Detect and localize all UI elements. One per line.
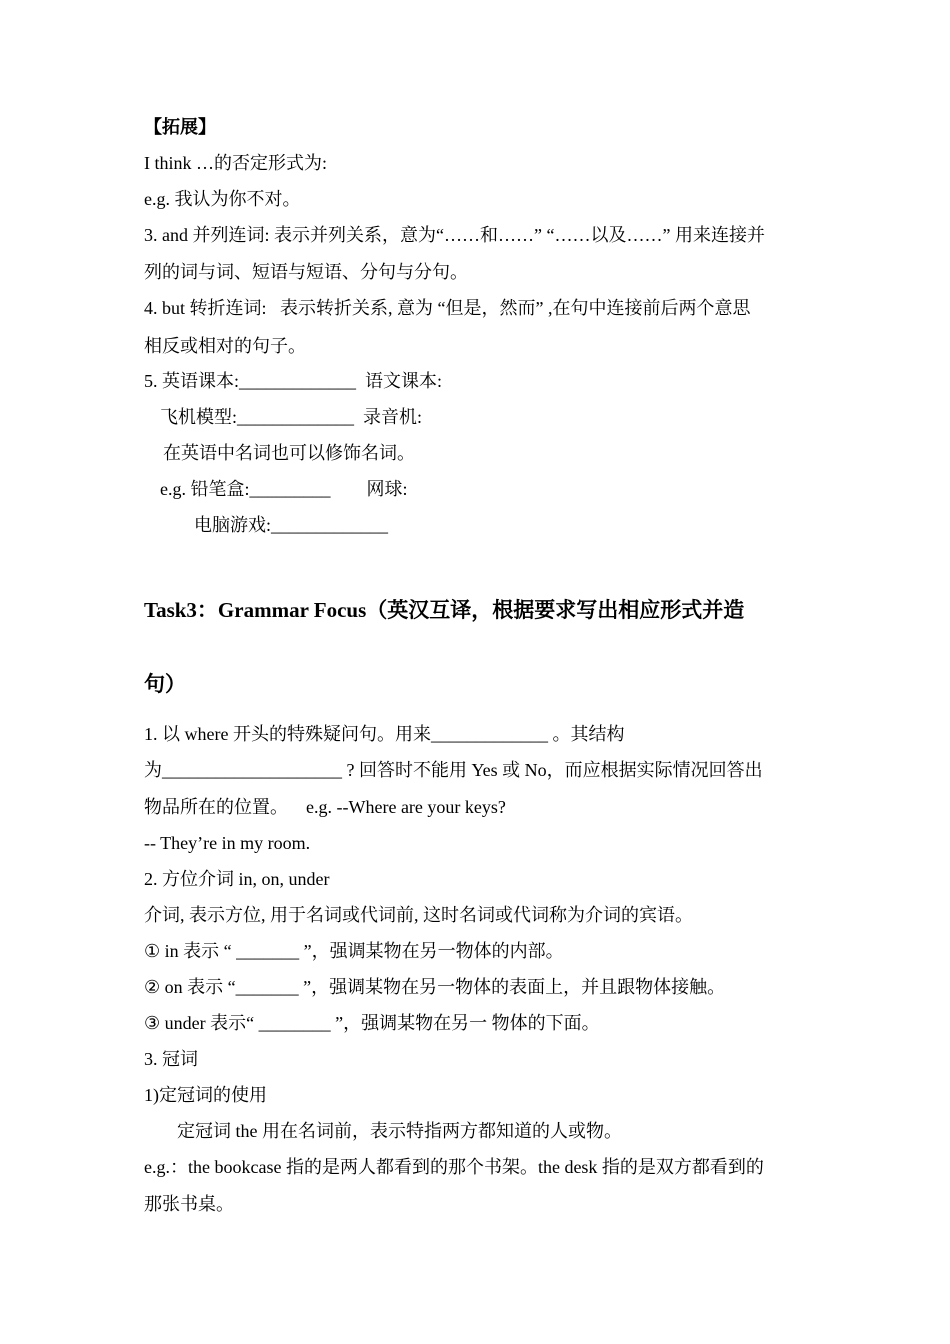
text-line: 定冠词 the 用在名词前，表示特指两方都知道的人或物。 (177, 1121, 622, 1141)
task3-title: Task3：Grammar Focus（英汉互译，根据要求写出相应形式并造 (144, 598, 745, 622)
text-line: 1)定冠词的使用 (144, 1085, 267, 1105)
text-line: 在英语中名词也可以修饰名词。 (163, 443, 415, 463)
task3-title-cont: 句） (144, 672, 186, 696)
text-line: 列的词与词、短语与短语、分句与分句。 (144, 262, 468, 282)
text-line: 飞机模型:_____________ 录音机: (160, 407, 423, 427)
text-line: -- They’re in my room. (144, 833, 311, 853)
text-line: ② on 表示 “_______ ”，强调某物在另一物体的表面上，并且跟物体接触。 (144, 977, 726, 997)
text-line: 4. but 转折连词: 表示转折关系, 意为 “但是，然而” ,在句中连接前后两个意思 (144, 298, 751, 318)
text-line: ① in 表示 “ _______ ”，强调某物在另一物体的内部。 (144, 941, 564, 961)
text-line: 2. 方位介词 in, on, under (144, 869, 330, 889)
extend-heading: 【拓展】 (144, 117, 216, 137)
text-line: 相反或相对的句子。 (144, 336, 306, 356)
text-line: 1. 以 where 开头的特殊疑问句。用来_____________ 。其结构 (144, 724, 625, 744)
text-line: 物品所在的位置。 e.g. --Where are your keys? (144, 797, 506, 817)
text-line: I think …的否定形式为: (144, 153, 327, 173)
text-line: ③ under 表示“ ________ ”，强调某物在另一 物体的下面。 (144, 1013, 600, 1033)
text-line: 介词, 表示方位, 用于名词或代词前, 这时名词或代词称为介词的宾语。 (144, 905, 693, 925)
text-line: 为____________________ ? 回答时不能用 Yes 或 No，而应根据实际情况回答出 (144, 760, 763, 780)
text-line: 那张书桌。 (144, 1194, 234, 1214)
text-line: 电脑游戏:_____________ (194, 515, 389, 535)
text-line: e.g. 铅笔盒:_________ 网球: (160, 479, 408, 499)
text-line: e.g. 我认为你不对。 (144, 189, 301, 209)
text-line: 3. 冠词 (144, 1049, 198, 1069)
text-line: 3. and 并列连词: 表示并列关系，意为“……和……” “……以及……” 用来连接并 (144, 225, 765, 245)
text-line: e.g.：the bookcase 指的是两人都看到的那个书架。the desk 指的是双方都看到的 (144, 1157, 764, 1177)
text-line: 5. 英语课本:_____________ 语文课本: (144, 371, 443, 391)
